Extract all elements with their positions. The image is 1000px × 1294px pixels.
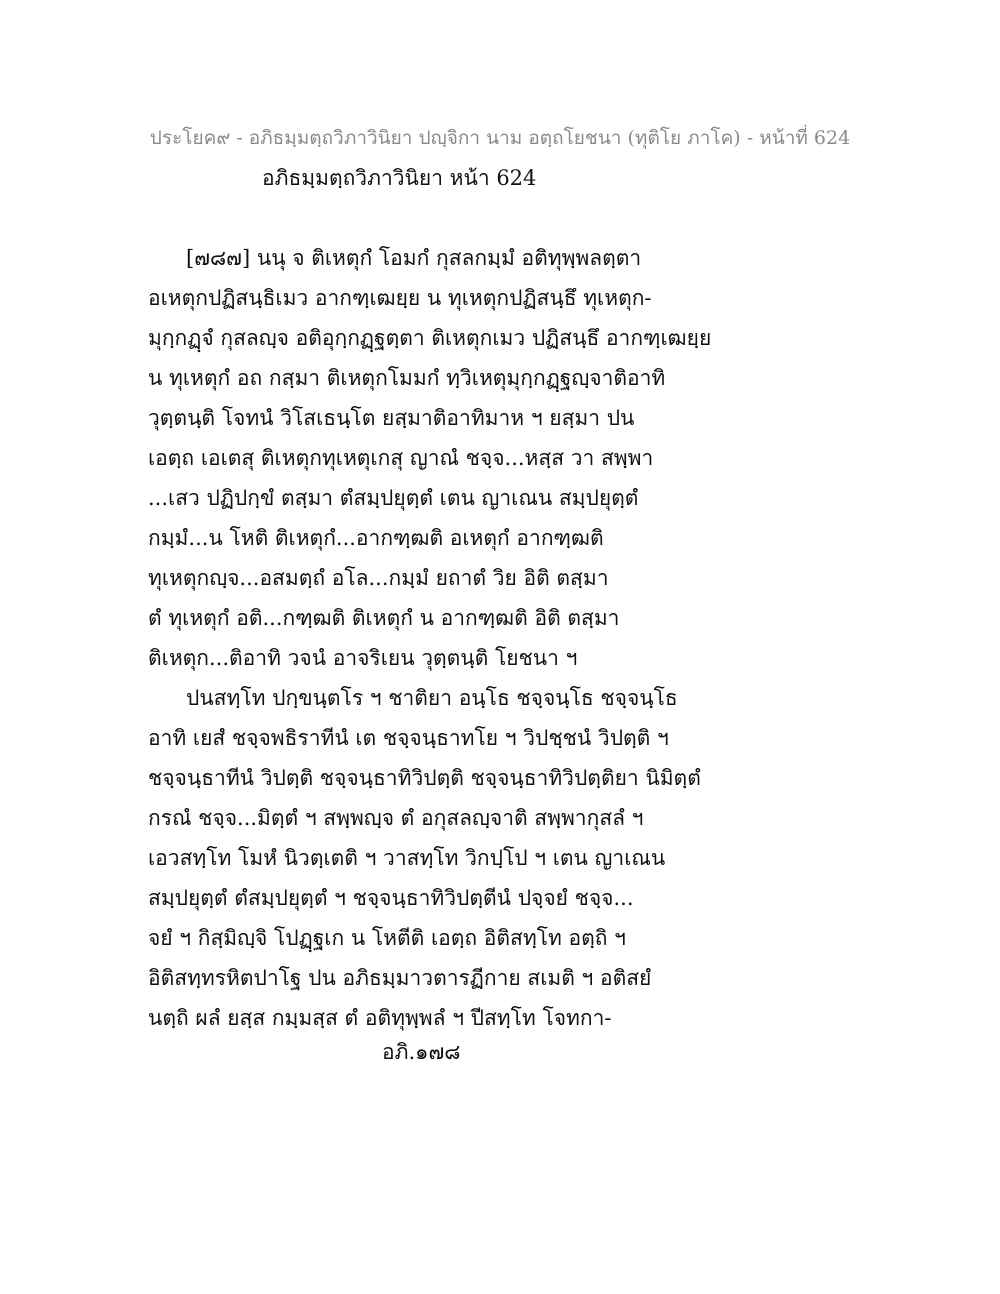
text-line: ปนสทฺโท ปกฺขนฺตโร ฯ ชาติยา อนฺโธ ชจฺจนฺโธ ชจฺจนฺโธ: [186, 686, 678, 710]
text-line: มุกฺกฏฺจํ กุสลญฺจ อติอุกฺกฏฺฐตฺตา ติเหตุกเมว ปฏิสนฺธึ อากฑฺเฒยฺย: [148, 326, 712, 350]
text-line: สมฺปยุตฺตํ ตํสมฺปยุตฺตํ ฯ ชจฺจนฺธาทิวิปตฺตีนํ ปจฺจยํ ชจฺจ...: [148, 886, 634, 910]
text-line: จยํ ฯ กิสฺมิญฺจิ โปฏฺฐเก น โหตีติ เอตฺถ อิติสทฺโท อตฺถิ ฯ: [148, 926, 626, 950]
text-line: วุตฺตนฺติ โจทนํ วิโสเธนฺโต ยสฺมาติอาทิมาห ฯ ยสฺมา ปน: [148, 406, 635, 430]
text-line: น ทุเหตุกํ อถ กสฺมา ติเหตุกโมมกํ ทฺวิเหตุมุกฺกฏฺฐญฺจาติอาทิ: [148, 366, 666, 390]
running-header: ประโยค๙ - อภิธมฺมตฺถวิภาวินิยา ปญฺจิกา นาม อตฺถโยชนา (ทุติโย ภาโค) - หน้าที่ 624: [149, 127, 851, 149]
text-line: ตํ ทุเหตุกํ อติ...กฑฺฒติ ติเหตุกํ น อากฑฺฒติ อิติ ตสฺมา: [148, 606, 620, 630]
text-line: กรณํ ชจฺจ...มิตฺตํ ฯ สพฺพญฺจ ตํ อกุสลญฺจาติ สพฺพากุสลํ ฯ: [148, 806, 644, 830]
page-title: อภิธมฺมตฺถวิภาวินิยา หน้า 624: [262, 166, 537, 190]
text-line: เอตฺถ เอเตสุ ติเหตุกทุเหตุเกสุ ญาณํ ชจฺจ...หสฺส วา สพฺพา: [148, 446, 654, 470]
page-footer-mark: อภิ.๑๗๘: [382, 1040, 461, 1064]
text-line: นตฺถิ ผลํ ยสฺส กมฺมสฺส ตํ อติทุพฺพลํ ฯ ปีสทฺโท โจทกา-: [148, 1006, 612, 1030]
text-line: เอวสทฺโท โมหํ นิวตฺเตติ ฯ วาสทฺโท วิกปฺโป ฯ เตน ญาเณน: [148, 846, 666, 870]
text-line: อาทิ เยสํ ชจฺจพธิราทีนํ เต ชจฺจนฺธาทโย ฯ วิปชฺชนํ วิปตฺติ ฯ: [148, 726, 669, 750]
text-line: ชจฺจนฺธาทีนํ วิปตฺติ ชจฺจนฺธาทิวิปตฺติ ชจฺจนฺธาทิวิปตฺติยา นิมิตฺตํ: [148, 766, 701, 790]
text-line: กมฺมํ...น โหติ ติเหตุกํ...อากฑฺฒติ อเหตุกํ อากฑฺฒติ: [148, 526, 604, 550]
text-line: [๗๘๗] นนุ จ ติเหตุกํ โอมกํ กุสลกมฺมํ อติทุพฺพลตฺตา: [186, 246, 642, 270]
text-line: ...เสว ปฏิปกฺขํ ตสฺมา ตํสมฺปยุตฺตํ เตน ญาเณน สมฺปยุตฺตํ: [148, 486, 639, 510]
body-text: [148, 238, 848, 1038]
text-line: อเหตุกปฏิสนฺธิเมว อากฑฺเฒยฺย น ทุเหตุกปฏิสนฺธึ ทุเหตุก-: [148, 286, 652, 310]
text-line: ติเหตุก...ติอาทิ วจนํ อาจริเยน วุตฺตนฺติ โยชนา ฯ: [148, 646, 578, 670]
text-line: อิติสทฺทรหิตปาโฐ ปน อภิธมฺมาวตารฏีกาย สเมติ ฯ อติสยํ: [148, 966, 652, 990]
text-line: ทุเหตุกญฺจ...อสมตฺถํ อโล...กมฺมํ ยถาตํ วิย อิติ ตสฺมา: [148, 566, 609, 590]
